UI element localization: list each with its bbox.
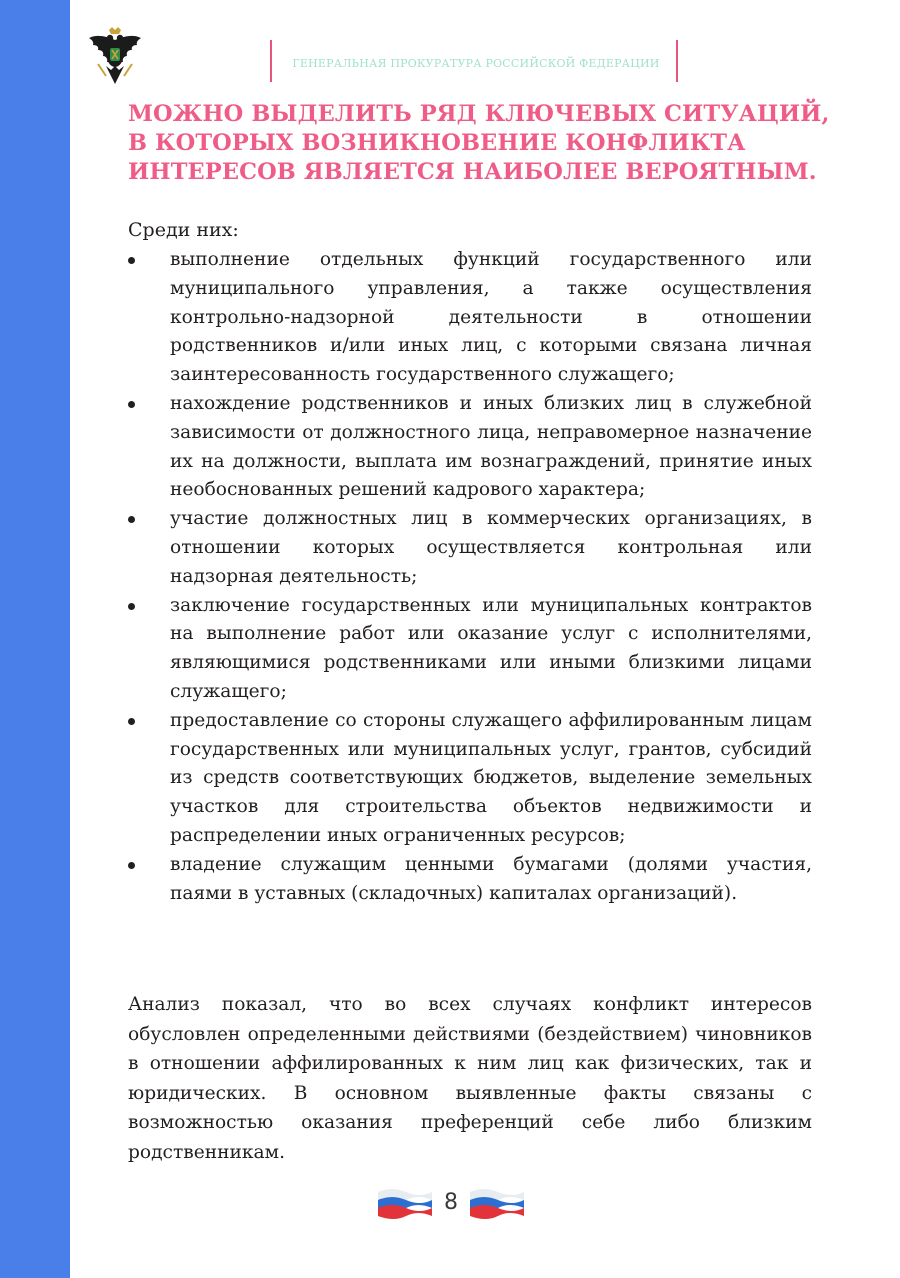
list-item <box>128 246 812 390</box>
header-right-bar <box>676 40 678 82</box>
list-item-text: заключение государственных или муниципальных контрактов на выполнение работ или оказание услуг с исполнителями, являющимися родственниками или иными близкими лицами служащего; <box>170 594 812 702</box>
list-item-text: нахождение родственников и иных близких лиц в служебной зависимости от должностного лица, неправомерное назначение их на должности, выплата им вознаграждений, принятие иных необоснованных решений кадрового характера; <box>170 392 812 501</box>
bullet-icon <box>128 862 135 869</box>
list-item <box>128 390 812 505</box>
page-footer <box>376 1184 526 1224</box>
bullet-icon <box>128 603 135 610</box>
situations-list <box>128 246 812 908</box>
headline-line: МОЖНО ВЫДЕЛИТЬ РЯД КЛЮЧЕВЫХ СИТУАЦИЙ, <box>128 101 830 127</box>
list-item <box>128 592 812 707</box>
list-item <box>128 851 812 909</box>
list-item-text: участие должностных лиц в коммерческих организациях, в отношении которых осуществляется контрольная или надзорная деятельность; <box>170 508 812 587</box>
conclusion-paragraph: Анализ показал, что во всех случаях конфликт интересов обусловлен определенными действиями (бездействием) чиновников в отношении аффилированных к ним лиц как физических, так и юридических. В основном выявленные факты связаны с возможностью оказания преференций себе либо близким родственникам. <box>128 994 812 1163</box>
headline-line: В КОТОРЫХ ВОЗНИКНОВЕНИЕ КОНФЛИКТА <box>128 130 746 156</box>
list-item <box>128 505 812 591</box>
sidebar-stripe <box>0 0 70 1278</box>
double-headed-eagle-emblem-icon <box>86 26 144 86</box>
bullet-icon <box>128 257 135 264</box>
intro-text: Среди них: <box>128 219 239 241</box>
list-item-text: выполнение отдельных функций государственного или муниципального управления, а также осуществления контрольно-надзорной деятельности в отношении родственников и/или иных лиц, с которыми связана личная заинтересованность государственного служащего; <box>170 249 812 386</box>
list-item-text: предоставление со стороны служащего аффилированным лицам государственных или муниципальных услуг, грантов, субсидий из средств соответствующих бюджетов, выделение земельных участков для строительства объектов недвижимости и распределении иных ограниченных ресурсов; <box>170 709 812 846</box>
bullet-icon <box>128 401 135 408</box>
organization-name: ГЕНЕРАЛЬНАЯ ПРОКУРАТУРА РОССИЙСКОЙ ФЕДЕРАЦИИ <box>292 57 660 70</box>
bullet-icon <box>128 718 135 725</box>
list-item <box>128 707 812 851</box>
russian-flag-icon <box>376 1186 434 1222</box>
header-left-bar <box>270 40 272 82</box>
russian-flag-icon <box>468 1186 526 1222</box>
section-headline <box>128 100 830 187</box>
page-number: 8 <box>444 1190 458 1215</box>
list-item-text: владение служащим ценными бумагами (долями участия, паями в уставных (складочных) капиталах организаций). <box>170 853 812 904</box>
headline-line: ИНТЕРЕСОВ ЯВЛЯЕТСЯ НАИБОЛЕЕ ВЕРОЯТНЫМ. <box>128 159 817 185</box>
header-band <box>270 40 678 82</box>
bullet-icon <box>128 516 135 523</box>
